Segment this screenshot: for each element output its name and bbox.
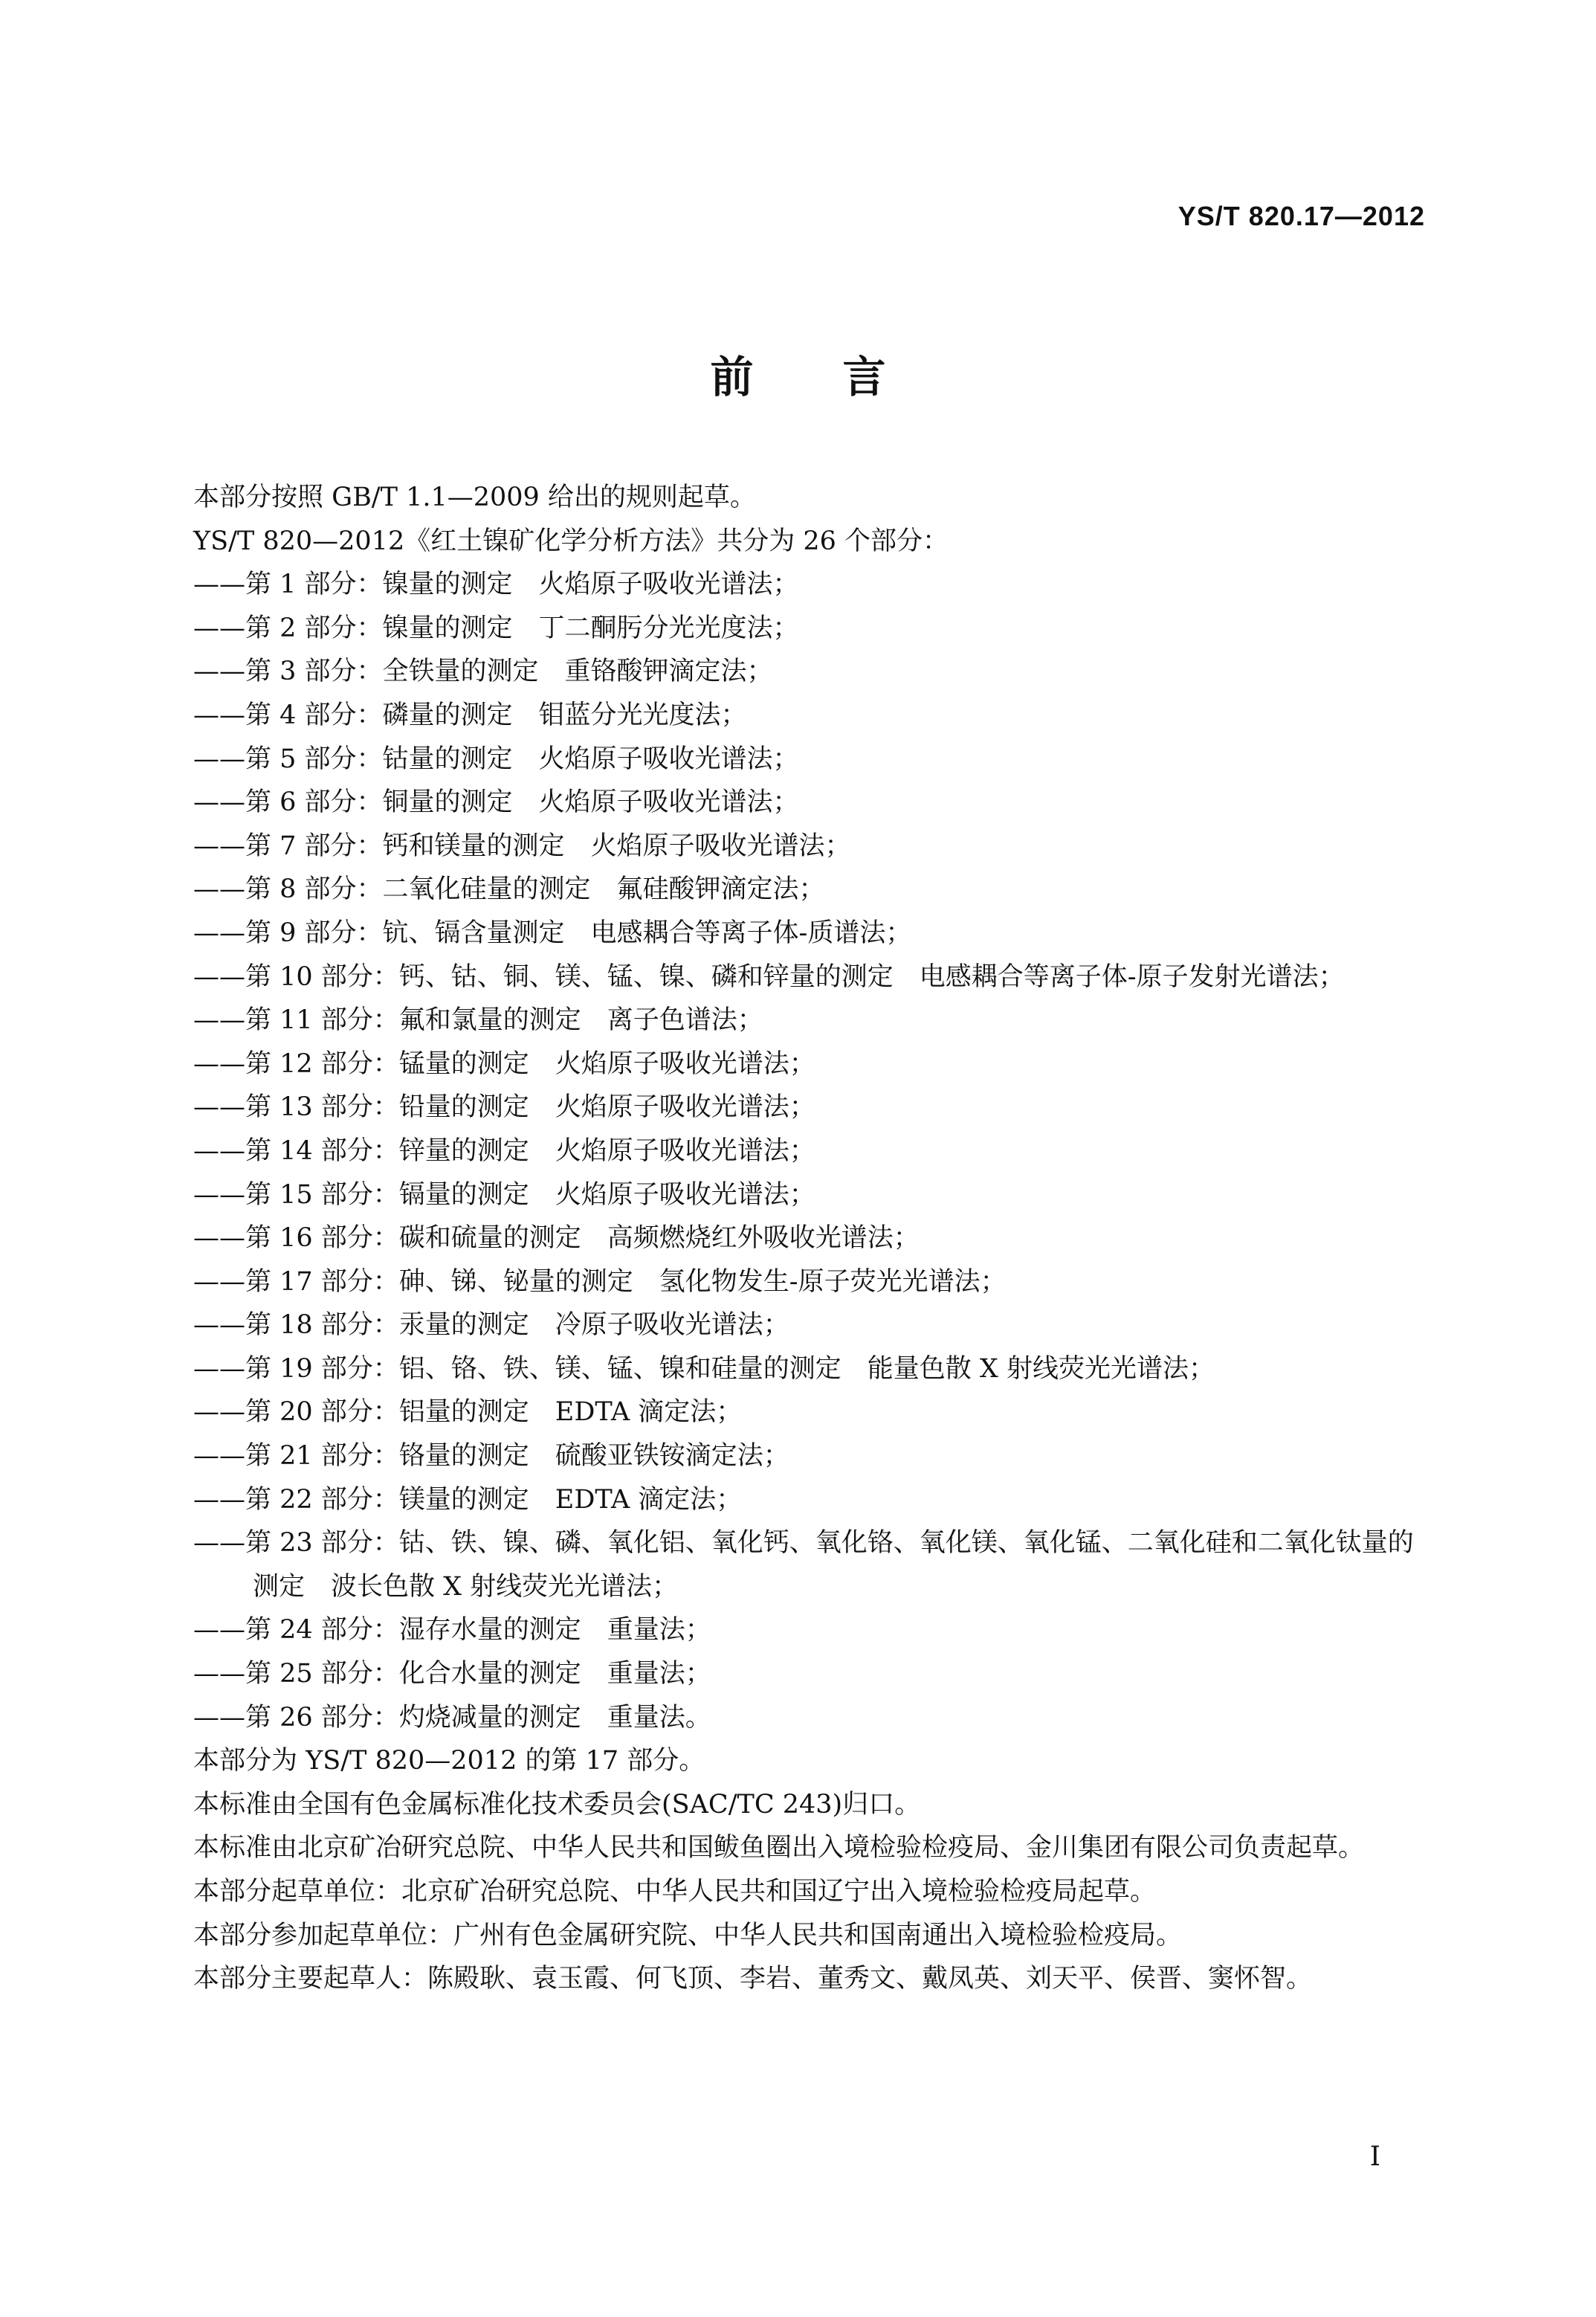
closing-paragraph: 本部分为 YS/T 820—2012 的第 17 部分。 [193,1746,705,1776]
part-list-item: ——第 8 部分：二氧化硅量的测定 氟硅酸钾滴定法； [193,874,825,905]
standard-number: YS/T 820.17—2012 [1177,201,1425,231]
closing-paragraph: 本部分参加起草单位：广州有色金属研究院、中华人民共和国南通出入境检验检疫局。 [193,1920,1183,1950]
part-list-item: ——第 14 部分：锌量的测定 火焰原子吸收光谱法； [193,1135,815,1166]
part-list-item: ——第 26 部分：灼烧减量的测定 重量法。 [193,1702,711,1733]
closing-paragraph: 本部分主要起草人：陈殿耿、袁玉霞、何飞顶、李岩、董秀文、戴凤英、刘天平、侯晋、窦怀智。 [193,1964,1313,1994]
part-list-item: ——第 13 部分：铅量的测定 火焰原子吸收光谱法； [193,1092,815,1123]
part-list-item: ——第 10 部分：钙、钴、铜、镁、锰、镍、磷和锌量的测定 电感耦合等离子体-原子发射光谱法； [193,961,1345,992]
part-list-item: ——第 7 部分：钙和镁量的测定 火焰原子吸收光谱法； [193,831,851,861]
part-list-item: ——第 16 部分：碳和硫量的测定 高频燃烧红外吸收光谱法； [193,1223,920,1254]
document-body [134,476,1435,2001]
part-list-item: ——第 15 部分：镉量的测定 火焰原子吸收光谱法； [193,1179,815,1210]
part-list-item: ——第 12 部分：锰量的测定 火焰原子吸收光谱法； [193,1048,815,1079]
part-list-item: ——第 11 部分：氟和氯量的测定 离子色谱法； [193,1005,763,1036]
part-list-item: ——第 2 部分：镍量的测定 丁二酮肟分光光度法； [193,613,799,643]
closing-paragraph: 本标准由北京矿冶研究总院、中华人民共和国鲅鱼圈出入境检验检疫局、金川集团有限公司负责起草。 [193,1833,1365,1863]
part-list-item: ——第 5 部分：钴量的测定 火焰原子吸收光谱法； [193,744,799,774]
part-list-item: ——第 17 部分：砷、锑、铋量的测定 氢化物发生-原子荧光光谱法； [193,1266,1007,1297]
part-list-item: ——第 19 部分：铝、铬、铁、镁、锰、镍和硅量的测定 能量色散 X 射线荧光光谱法； [193,1353,1215,1384]
part-list-item: ——第 21 部分：铬量的测定 硫酸亚铁铵滴定法； [193,1441,789,1472]
part-list-item-continuation: 测定 波长色散 X 射线荧光光谱法； [253,1571,679,1602]
part-list-item: ——第 9 部分：钪、镉含量测定 电感耦合等离子体-质谱法； [193,918,912,948]
page-number: I [1369,2142,1380,2172]
part-list-item: ——第 25 部分：化合水量的测定 重量法； [193,1659,711,1689]
page-title: 前言 [710,352,975,402]
part-list-item: ——第 22 部分：镁量的测定 EDTA 滴定法； [193,1484,743,1515]
part-list-item: ——第 4 部分：磷量的测定 钼蓝分光光度法； [193,700,747,730]
closing-paragraph: 本部分起草单位：北京矿冶研究总院、中华人民共和国辽宁出入境检验检疫局起草。 [193,1877,1157,1907]
part-list-item: ——第 23 部分：钴、铁、镍、磷、氧化铝、氧化钙、氧化铬、氧化镁、氧化锰、二氧化硅和二氧化钛量的 [193,1528,1414,1559]
intro-paragraph: 本部分按照 GB/T 1.1—2009 给出的规则起草。 [193,483,756,512]
part-list-item: ——第 18 部分：汞量的测定 冷原子吸收光谱法； [193,1310,789,1341]
part-list-item: ——第 1 部分：镍量的测定 火焰原子吸收光谱法； [193,570,799,600]
part-list-item: ——第 20 部分：铝量的测定 EDTA 滴定法； [193,1397,743,1428]
intro-paragraph: YS/T 820—2012《红土镍矿化学分析方法》共分为 26 个部分： [193,526,949,556]
part-list-item: ——第 6 部分：铜量的测定 火焰原子吸收光谱法； [193,787,799,818]
closing-paragraph: 本标准由全国有色金属标准化技术委员会(SAC/TC 243)归口。 [193,1789,921,1820]
part-list-item: ——第 3 部分：全铁量的测定 重铬酸钾滴定法； [193,657,773,687]
part-list-item: ——第 24 部分：湿存水量的测定 重量法； [193,1615,711,1646]
